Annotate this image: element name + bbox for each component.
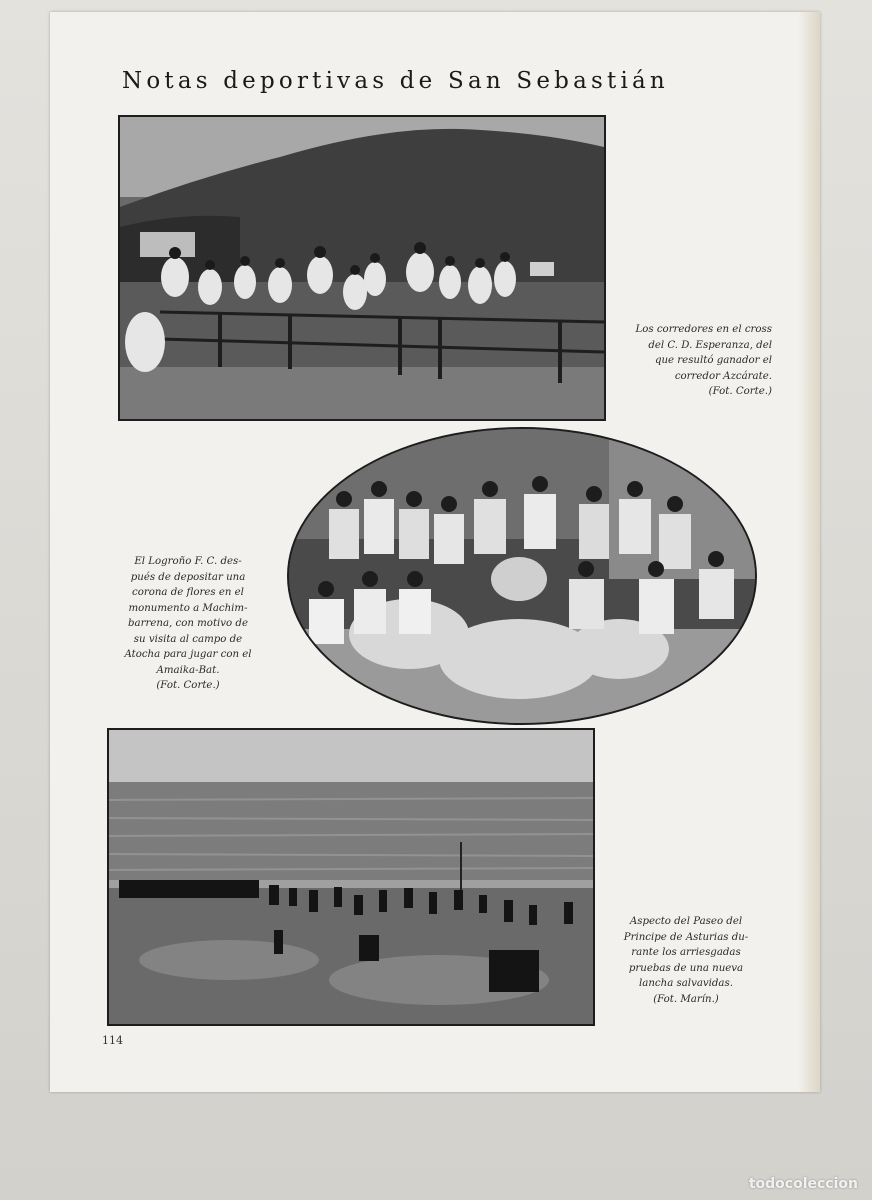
caption-line: del C. D. Esperanza, del <box>648 339 772 351</box>
page-number: 114 <box>102 1034 123 1047</box>
caption-line: monumento a Machim- <box>128 602 248 614</box>
caption-line: El Logroño F. C. des- <box>134 556 242 567</box>
caption-paseo-sea <box>610 914 762 1007</box>
caption-credit: (Fot. Corte.) <box>156 680 220 691</box>
caption-credit: (Fot. Marín.) <box>653 993 719 1005</box>
caption-line: pruebas de una nueva <box>628 962 744 974</box>
caption-logrono-team <box>112 554 264 694</box>
caption-line: Principe de Asturias du- <box>623 931 749 943</box>
caption-line: rante los arriesgadas <box>631 947 741 958</box>
caption-line: pués de depositar una <box>130 571 246 583</box>
caption-cross-runners <box>610 322 772 400</box>
caption-line: barrena, con motivo de <box>128 618 248 629</box>
caption-line: su visita al campo de <box>133 633 243 645</box>
page-edge-wear <box>798 12 820 1092</box>
caption-line: que resultó ganador el <box>654 355 772 366</box>
watermark: todocoleccion <box>748 1176 858 1192</box>
caption-credit: (Fot. Corte.) <box>708 386 772 397</box>
page-title: Notas deportivas de San Sebastián <box>122 68 669 94</box>
caption-line: corona de flores en el <box>132 587 244 598</box>
caption-line: Amaika-Bat. <box>156 664 220 676</box>
magazine-page <box>50 12 820 1092</box>
photo-paseo-sea <box>107 728 595 1026</box>
caption-line: Los corredores en el cross <box>635 324 772 335</box>
caption-line: Aspecto del Paseo del <box>629 916 743 927</box>
photo-logrono-team <box>287 427 757 725</box>
photo-cross-runners <box>118 115 606 421</box>
caption-line: lancha salvavidas. <box>639 978 733 989</box>
caption-line: Atocha para jugar con el <box>124 649 252 660</box>
caption-line: corredor Azcárate. <box>674 370 772 382</box>
